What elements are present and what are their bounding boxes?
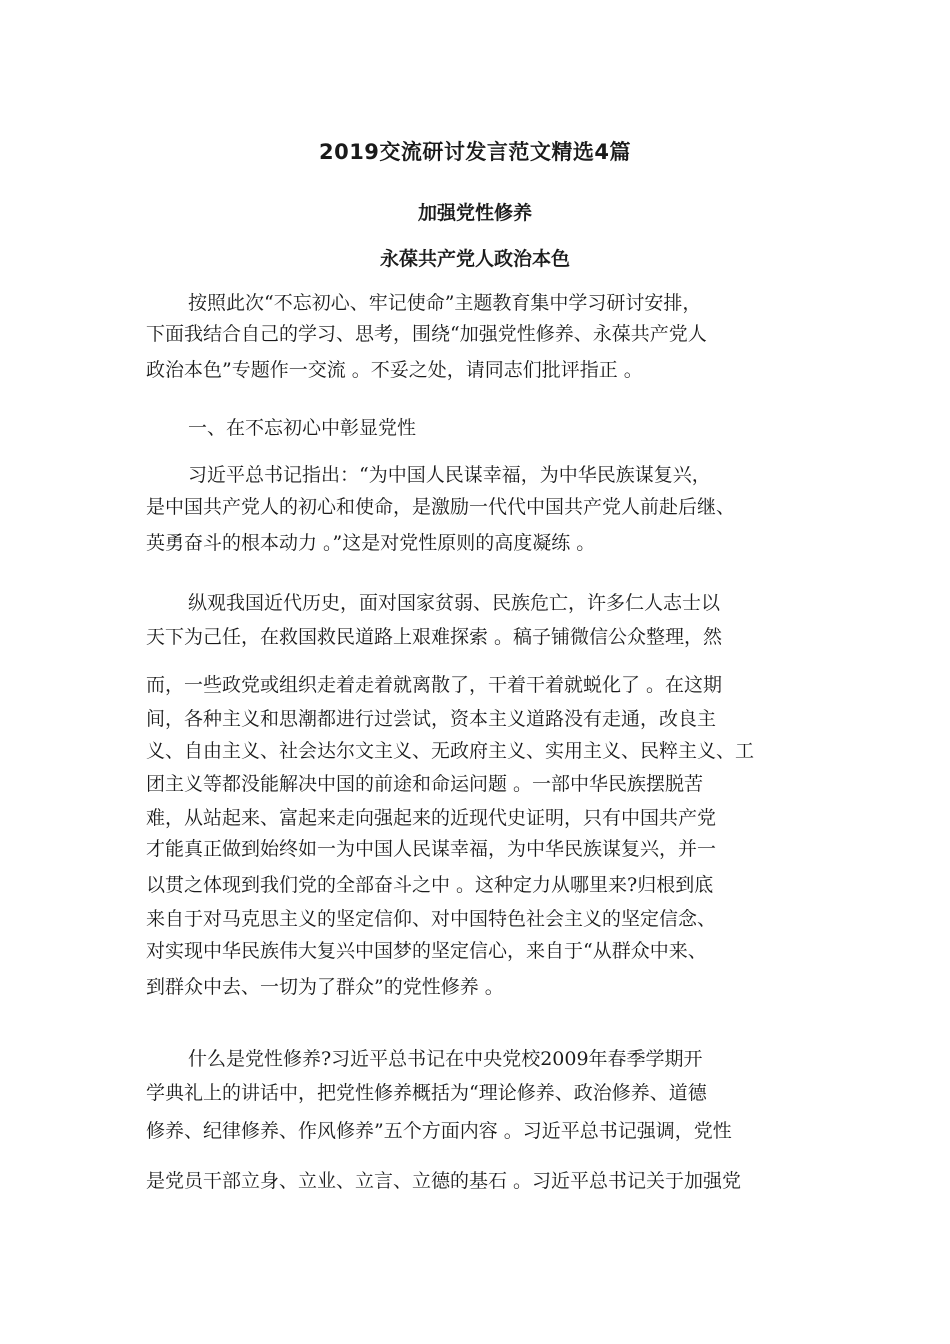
body-line: 英勇奋斗的根本动力 。”这是对党性原则的高度凝练 。 <box>146 532 596 554</box>
body-line: 是中国共产党人的初心和使命，是激励一代代中国共产党人前赴后继、 <box>146 496 736 518</box>
body-line: 纵观我国近代历史，面对国家贫弱、民族危亡，许多仁人志士以 <box>188 592 721 614</box>
section-heading: 一、在不忘初心中彰显党性 <box>188 417 417 439</box>
body-line: 到群众中去、一切为了群众”的党性修养 。 <box>146 976 504 998</box>
body-line: 什么是党性修养?习近平总书记在中央党校2009年春季学期开 <box>188 1048 703 1070</box>
body-line: 学典礼上的讲话中，把党性修养概括为“理论修养、政治修养、道德 <box>146 1082 707 1104</box>
body-line: 而，一些政党或组织走着走着就离散了，干着干着就蜕化了 。在这期 <box>146 674 723 696</box>
document-title: 2019交流研讨发言范文精选4篇 <box>318 140 632 164</box>
body-line: 义、自由主义、社会达尔文主义、无政府主义、实用主义、民粹主义、工 <box>146 740 755 762</box>
body-line: 对实现中华民族伟大复兴中国梦的坚定信心，来自于“从群众中来、 <box>146 940 707 962</box>
subtitle-line-2: 永葆共产党人政治本色 <box>379 248 570 270</box>
body-line: 难，从站起来、富起来走向强起来的近现代史证明，只有中国共产党 <box>146 807 717 829</box>
body-line: 按照此次“不忘初心、牢记使命”主题教育集中学习研讨安排， <box>188 292 702 314</box>
subtitle-line-1: 加强党性修养 <box>417 202 532 224</box>
body-line: 政治本色”专题作一交流 。不妥之处，请同志们批评指正 。 <box>146 359 643 381</box>
body-line: 天下为己任，在救国救民道路上艰难探索 。稿子铺微信公众整理，然 <box>146 626 723 648</box>
body-line: 下面我结合自己的学习、思考，围绕“加强党性修养、永葆共产党人 <box>146 323 707 345</box>
body-line: 是党员干部立身、立业、立言、立德的基石 。习近平总书记关于加强党 <box>146 1170 742 1192</box>
body-line: 团主义等都没能解决中国的前途和命运问题 。一部中华民族摆脱苦 <box>146 773 704 795</box>
body-line: 间，各种主义和思潮都进行过尝试，资本主义道路没有走通，改良主 <box>146 708 717 730</box>
body-line: 以贯之体现到我们党的全部奋斗之中 。这种定力从哪里来?归根到底 <box>146 874 714 896</box>
body-line: 才能真正做到始终如一为中国人民谋幸福，为中华民族谋复兴，并一 <box>146 838 717 860</box>
body-line: 习近平总书记指出：“为中国人民谋幸福，为中华民族谋复兴， <box>188 464 711 486</box>
body-line: 来自于对马克思主义的坚定信仰、对中国特色社会主义的坚定信念、 <box>146 908 717 930</box>
body-line: 修养、纪律修养、作风修养”五个方面内容 。习近平总书记强调，党性 <box>146 1120 732 1142</box>
